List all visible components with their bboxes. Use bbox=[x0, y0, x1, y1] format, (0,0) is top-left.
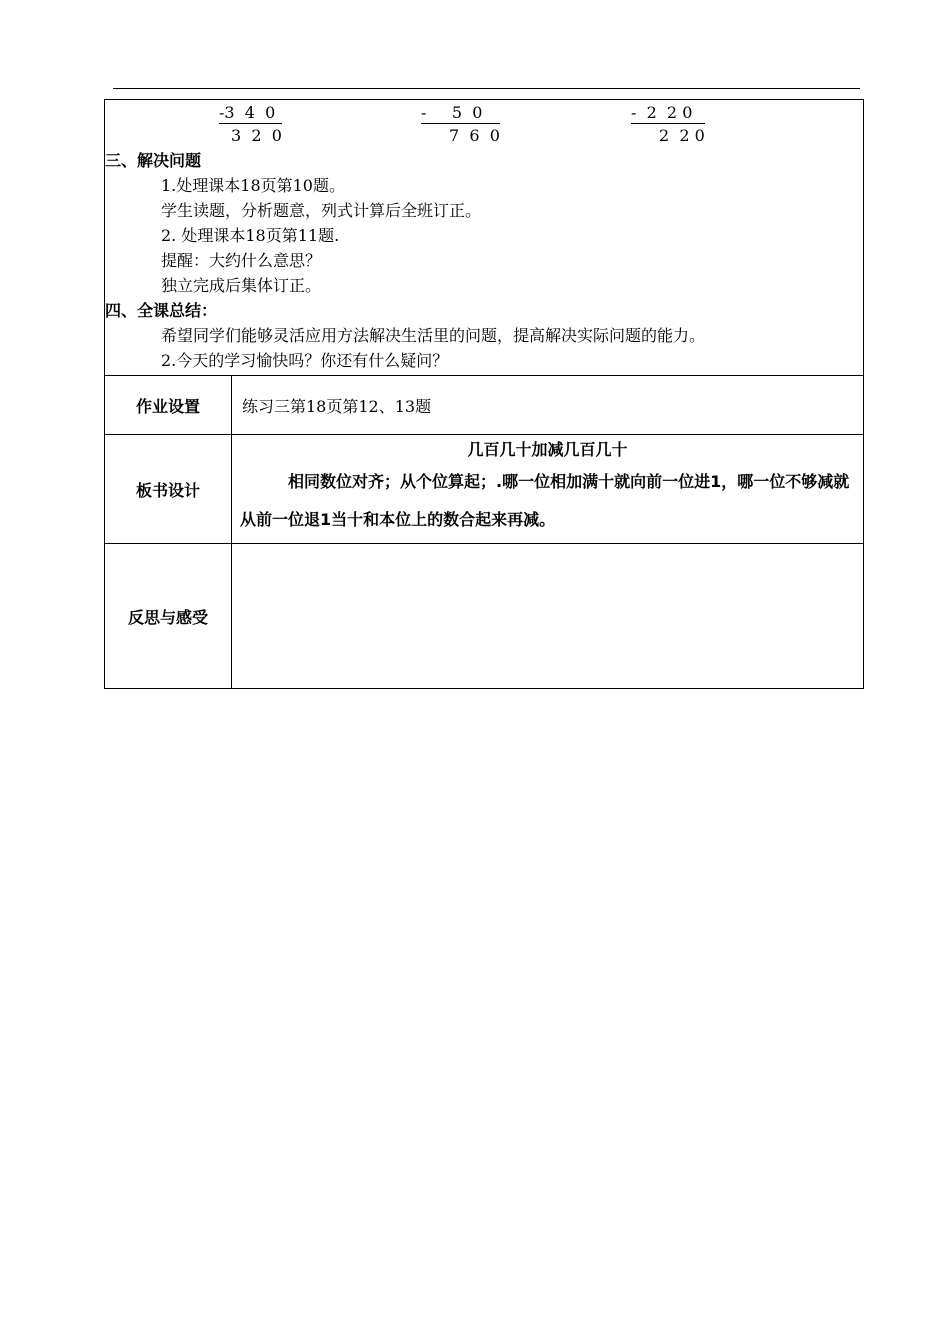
lesson-process-row bbox=[105, 100, 864, 376]
board-design-content bbox=[232, 435, 864, 544]
homework-content: 练习三第18页第12、13题 bbox=[232, 376, 864, 435]
lesson-plan-table bbox=[104, 99, 864, 689]
header-rule bbox=[113, 88, 860, 89]
section-3-line-5: 独立完成后集体订正。 bbox=[161, 276, 322, 295]
section-3-line-1: 1.处理课本18页第10题。 bbox=[161, 176, 345, 195]
vertical-calculations bbox=[105, 100, 863, 148]
calculation-3 bbox=[631, 104, 705, 146]
calculation-3-result: 2 2 0 bbox=[659, 126, 705, 145]
board-design-row bbox=[105, 435, 864, 544]
section-3-line-2: 学生读题，分析题意，列式计算后全班订正。 bbox=[161, 201, 482, 220]
section-3-heading: 三、解决问题 bbox=[105, 151, 202, 170]
calculation-1-top: -3 4 0 bbox=[219, 104, 282, 124]
homework-row bbox=[105, 376, 864, 435]
calculation-1 bbox=[219, 104, 282, 146]
section-4-heading: 四、全课总结： bbox=[105, 301, 218, 320]
calculation-2-result: 7 6 0 bbox=[449, 126, 500, 145]
lesson-process-cell bbox=[105, 100, 864, 376]
section-3-line-4: 提醒：大约什么意思？ bbox=[161, 251, 322, 270]
reflection-label: 反思与感受 bbox=[105, 544, 232, 689]
calculation-3-top: - 2 2 0 bbox=[631, 104, 705, 124]
calculation-1-result: 3 2 0 bbox=[231, 126, 282, 145]
board-design-label: 板书设计 bbox=[105, 435, 232, 544]
homework-label: 作业设置 bbox=[105, 376, 232, 435]
calculation-2 bbox=[421, 104, 500, 146]
reflection-row bbox=[105, 544, 864, 689]
board-design-body: 相同数位对齐；从个位算起；.哪一位相加满十就向前一位进1，哪一位不够减就从前一位退1当十和本位上的数合起来再减。 bbox=[240, 472, 850, 529]
section-4-line-2: 2.今天的学习愉快吗？你还有什么疑问？ bbox=[161, 351, 449, 370]
board-design-title: 几百几十加减几百几十 bbox=[467, 440, 628, 459]
calculation-2-top: - 5 0 bbox=[421, 104, 500, 124]
section-4-line-1: 希望同学们能够灵活应用方法解决生活里的问题，提高解决实际问题的能力。 bbox=[161, 326, 706, 345]
reflection-content bbox=[232, 544, 864, 689]
section-3-line-3: 2. 处理课本18页第11题. bbox=[161, 226, 340, 245]
